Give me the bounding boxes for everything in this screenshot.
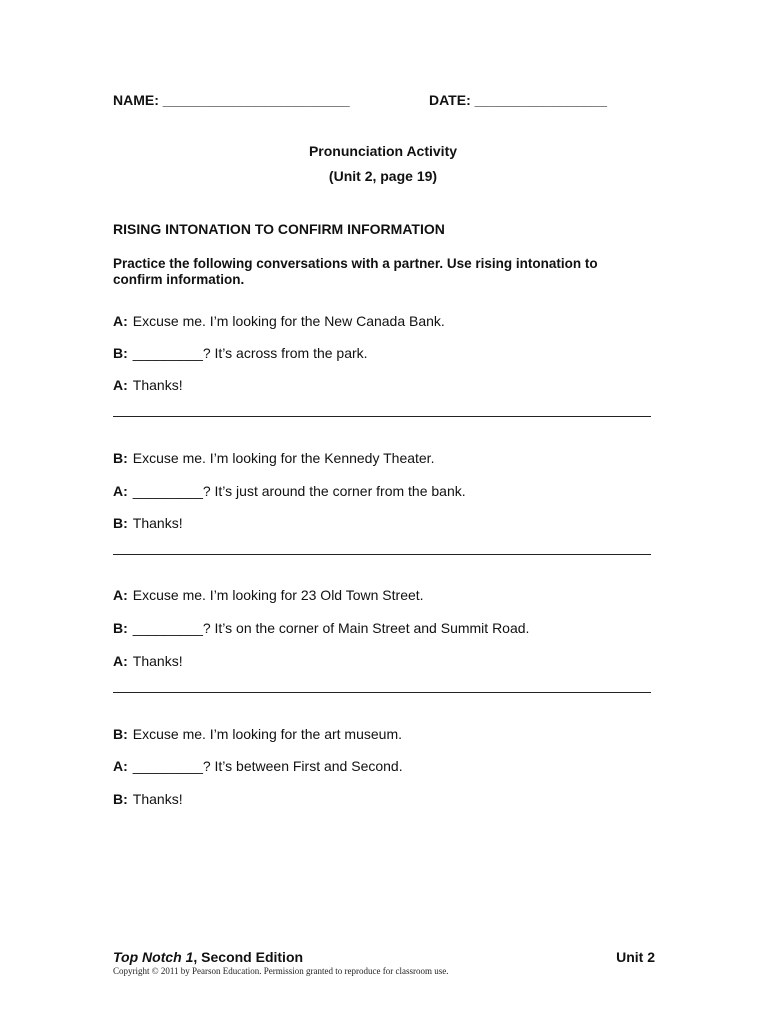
conversation-2-line-1 <box>113 450 434 466</box>
dialogue-text: Excuse me. I’m looking for the New Canada Bank. <box>132 313 445 329</box>
speaker-label: A: <box>113 587 128 603</box>
dialogue-text: _________? It’s on the corner of Main Street and Summit Road. <box>132 620 530 636</box>
section-divider <box>113 416 651 417</box>
section-divider <box>113 554 651 555</box>
instructions-line-2: confirm information. <box>113 272 245 287</box>
copyright-notice: Copyright © 2011 by Pearson Education. Permission granted to reproduce for classroom use. <box>113 966 449 976</box>
conversation-4-line-1 <box>113 726 402 742</box>
name-field-row <box>113 92 350 108</box>
conversation-4-line-2 <box>113 758 403 774</box>
section-divider <box>113 692 651 693</box>
conversation-3-line-2 <box>113 620 529 636</box>
dialogue-text: Excuse me. I’m looking for 23 Old Town Street. <box>132 587 424 603</box>
speaker-label: B: <box>113 791 128 807</box>
date-field-row <box>429 92 607 108</box>
speaker-label: B: <box>113 450 128 466</box>
date-blank: _________________ <box>474 92 607 108</box>
dialogue-text: Thanks! <box>132 515 183 531</box>
conversation-3-line-1 <box>113 587 424 603</box>
speaker-label: A: <box>113 377 128 393</box>
speaker-label: A: <box>113 758 128 774</box>
speaker-label: A: <box>113 313 128 329</box>
speaker-label: A: <box>113 653 128 669</box>
conversation-2-line-2 <box>113 483 466 499</box>
speaker-label: B: <box>113 620 128 636</box>
footer-unit: Unit 2 <box>616 949 655 965</box>
conversation-1-line-1 <box>113 313 445 329</box>
dialogue-text: Excuse me. I’m looking for the Kennedy Theater. <box>132 450 435 466</box>
book-edition: , Second Edition <box>193 949 304 965</box>
speaker-label: B: <box>113 726 128 742</box>
conversation-3-line-3 <box>113 653 183 669</box>
page-subtitle: (Unit 2, page 19) <box>328 168 438 184</box>
conversation-4-line-3 <box>113 791 183 807</box>
name-label: NAME: <box>113 92 159 108</box>
footer-book-title <box>113 949 303 965</box>
conversation-1-line-3 <box>113 377 183 393</box>
conversation-2-line-3 <box>113 515 183 531</box>
conversation-1-line-2 <box>113 345 368 361</box>
speaker-label: A: <box>113 483 128 499</box>
dialogue-text: _________? It’s between First and Second. <box>132 758 403 774</box>
dialogue-text: Excuse me. I’m looking for the art museum. <box>132 726 402 742</box>
speaker-label: B: <box>113 345 128 361</box>
name-blank: ________________________ <box>162 92 350 108</box>
dialogue-text: _________? It’s just around the corner from the bank. <box>132 483 466 499</box>
section-heading: RISING INTONATION TO CONFIRM INFORMATION <box>113 221 445 237</box>
dialogue-text: Thanks! <box>132 791 183 807</box>
book-title: Top Notch 1 <box>113 949 194 965</box>
dialogue-text: Thanks! <box>132 653 183 669</box>
speaker-label: B: <box>113 515 128 531</box>
page-title: Pronunciation Activity <box>308 143 458 159</box>
dialogue-text: Thanks! <box>132 377 183 393</box>
date-label: DATE: <box>429 92 471 108</box>
instructions-line-1: Practice the following conversations with a partner. Use rising intonation to <box>113 256 598 271</box>
dialogue-text: _________? It’s across from the park. <box>132 345 368 361</box>
